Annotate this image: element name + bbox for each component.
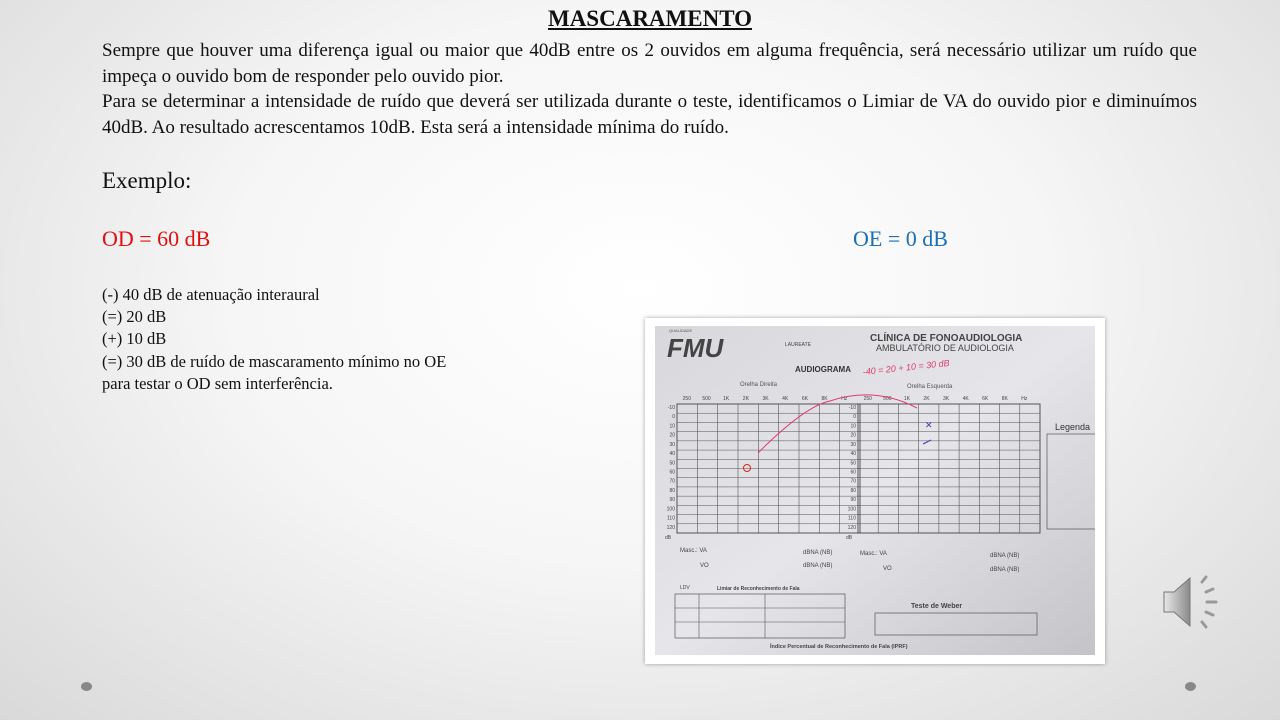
example-label: Exemplo: xyxy=(102,168,192,193)
db-tick: 40 xyxy=(669,451,675,458)
db-tick: 50 xyxy=(850,460,856,467)
db-unit: dB xyxy=(665,535,672,541)
freq-tick: 4K xyxy=(782,396,789,402)
freq-tick: 500 xyxy=(883,396,892,402)
nav-dot-right xyxy=(1185,682,1196,691)
freq-tick: 8K xyxy=(821,396,828,402)
db-tick: 120 xyxy=(666,524,675,531)
step: para testar o OD sem interferência. xyxy=(102,373,333,393)
quality-text: QUALIDADE xyxy=(669,328,693,333)
db-tick: 40 xyxy=(850,451,856,458)
db-tick: 120 xyxy=(847,524,856,531)
db-tick: 0 xyxy=(853,414,856,421)
freq-tick: Hz xyxy=(841,396,848,402)
step: (=) 30 dB de ruído de mascaramento mínimo no OE xyxy=(102,351,447,371)
dbna-label: dBNA (NB) xyxy=(803,563,833,569)
left-ear-label: Orelha Esquerda xyxy=(907,384,953,390)
weber-title: Teste de Weber xyxy=(911,603,963,610)
lrf-label: Limiar de Reconhecimento de Fala xyxy=(717,586,800,592)
db-tick: 10 xyxy=(669,423,675,430)
ambulatory-title: AMBULATÓRIO DE AUDIOLOGIA xyxy=(876,343,1014,353)
masc-va-label: Masc.: VA xyxy=(680,548,707,554)
legend-title: Legenda xyxy=(1055,422,1091,432)
freq-tick: 1K xyxy=(903,396,910,402)
vo-label: VO xyxy=(883,566,892,572)
nav-dot-left xyxy=(81,682,92,691)
db-tick: 60 xyxy=(850,469,856,476)
freq-tick: 500 xyxy=(702,396,711,402)
dbna-label: dBNA (NB) xyxy=(990,567,1020,573)
freq-tick: 6K xyxy=(801,396,808,402)
body-text xyxy=(102,38,1197,140)
db-tick: 30 xyxy=(850,441,856,448)
laureate-logo: LAUREATE xyxy=(785,342,812,348)
db-tick: 20 xyxy=(669,432,675,439)
db-tick: 100 xyxy=(847,506,856,513)
freq-tick: 2K xyxy=(742,396,749,402)
db-tick: 30 xyxy=(669,441,675,448)
db-tick: 80 xyxy=(669,487,675,494)
oe-threshold-mark: ✕ xyxy=(925,420,933,430)
clinic-title: CLÍNICA DE FONOAUDIOLOGIA xyxy=(870,333,1023,344)
fmu-logo: FMU xyxy=(667,333,724,363)
freq-tick: 6K xyxy=(982,396,989,402)
freq-tick: 250 xyxy=(863,396,872,402)
db-tick: -10 xyxy=(848,405,856,411)
step: (=) 20 dB xyxy=(102,307,167,327)
slide-title: MASCARAMENTO xyxy=(547,6,753,31)
dbna-label: dBNA (NB) xyxy=(990,553,1020,559)
speaker-icon[interactable] xyxy=(1160,572,1226,637)
right-ear-label: Orelha Direita xyxy=(740,382,778,388)
db-tick: 110 xyxy=(848,515,856,522)
paragraph-1: Sempre que houver uma diferença igual ou maior que 40dB entre os 2 ouvidos em alguma frequência, será necessário utilizar um ruído que impeça o ouvido bom de responder pelo ouvido pior. xyxy=(102,40,1197,87)
db-tick: 50 xyxy=(669,460,675,467)
db-tick: 90 xyxy=(850,497,856,504)
freq-tick: 8K xyxy=(1001,396,1008,402)
handwritten-calc: -40 = 20 + 10 = 30 dB xyxy=(862,357,951,377)
freq-tick: 3K xyxy=(943,396,950,402)
db-tick: 70 xyxy=(850,478,856,485)
db-tick: -10 xyxy=(667,405,675,411)
db-tick: 90 xyxy=(669,497,675,504)
db-tick: 10 xyxy=(850,423,856,430)
freq-tick: 3K xyxy=(762,396,769,402)
oe-value: OE = 0 dB xyxy=(853,226,948,251)
od-value: OD = 60 dB xyxy=(102,226,211,251)
freq-tick: Hz xyxy=(1021,396,1028,402)
freq-tick: 4K xyxy=(962,396,969,402)
audiogram-form xyxy=(655,326,1095,655)
iprf-title: Índice Percentual de Reconhecimento de Fala (IPRF) xyxy=(770,644,908,650)
audiogram-title: AUDIOGRAMA xyxy=(795,365,851,374)
db-unit: dB xyxy=(846,535,853,541)
freq-tick: 1K xyxy=(723,396,730,402)
freq-tick: 2K xyxy=(923,396,930,402)
db-tick: 60 xyxy=(669,469,675,476)
step: (+) 10 dB xyxy=(102,329,167,349)
db-tick: 80 xyxy=(850,487,856,494)
db-tick: 0 xyxy=(672,414,675,421)
db-tick: 100 xyxy=(666,506,675,513)
db-tick: 70 xyxy=(669,478,675,485)
paragraph-2: Para se determinar a intensidade de ruído que deverá ser utilizada durante o teste, identificamos o Limiar de VA do ouvido pior e diminuímos 40dB. Ao resultado acrescentamos 10dB. Esta será a intensidade mínima do ruído. xyxy=(102,91,1197,138)
db-tick: 20 xyxy=(850,432,856,439)
db-tick: 110 xyxy=(667,515,675,522)
freq-tick: 250 xyxy=(682,396,692,402)
calculation-steps xyxy=(102,284,446,395)
vo-label: VO xyxy=(700,563,709,569)
audiogram-photo xyxy=(645,318,1105,664)
masc-va-label: Masc.: VA xyxy=(860,551,887,557)
dbna-label: dBNA (NB) xyxy=(803,550,833,556)
step: (-) 40 dB de atenuação interaural xyxy=(102,285,320,304)
ldv-label: LDV xyxy=(680,585,690,591)
